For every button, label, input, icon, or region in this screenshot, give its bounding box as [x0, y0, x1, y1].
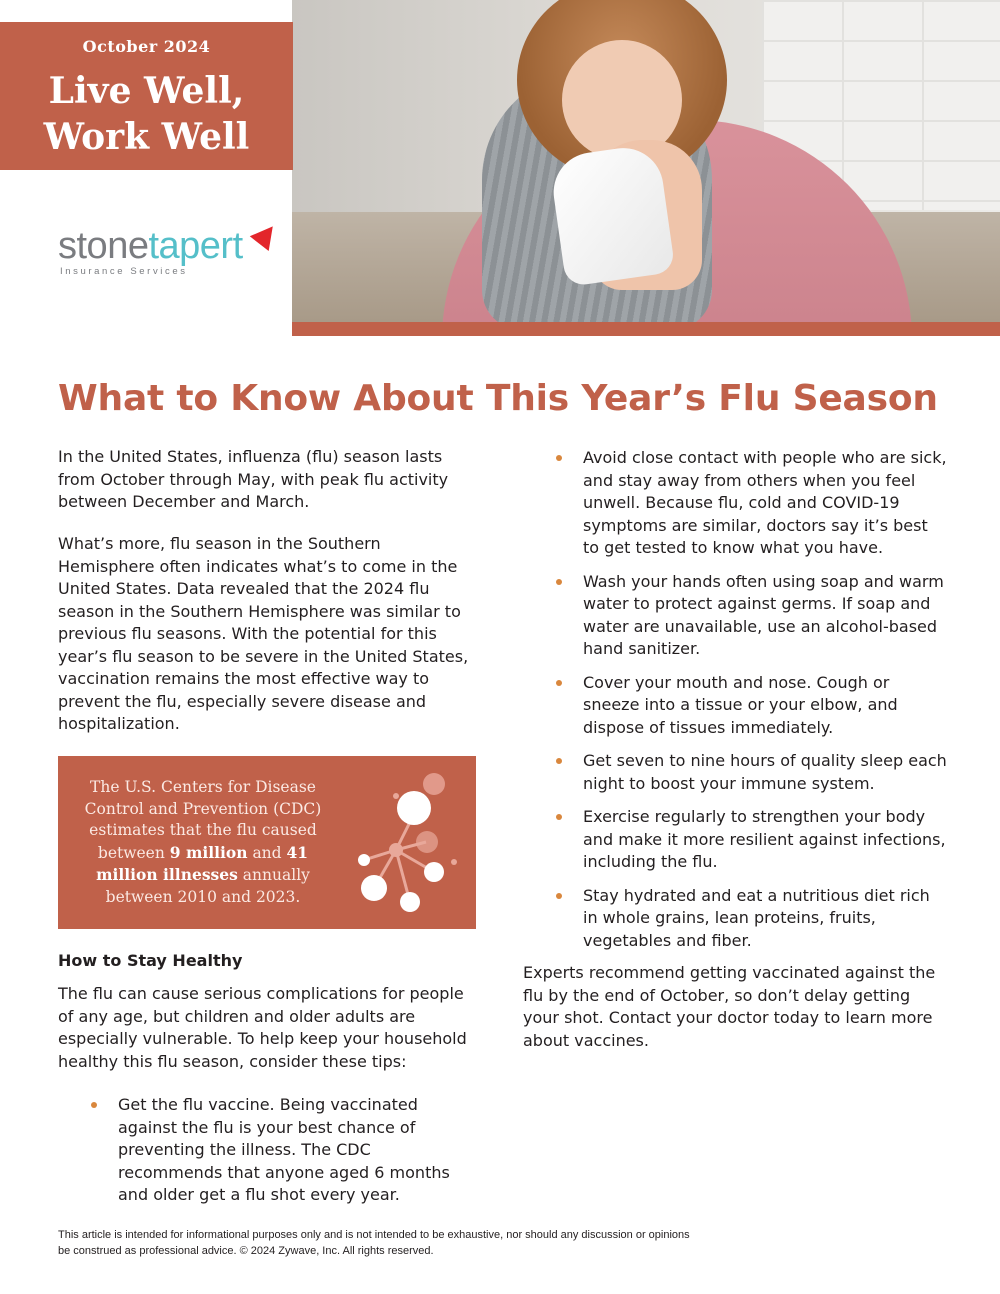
tips-intro-paragraph: The flu can cause serious complications for people of any age, but children and older adults are especially vulnerable. To help keep your household healthy this flu season, consider these tips:	[58, 984, 467, 1071]
callout-highlight-1: 9 million	[169, 842, 248, 862]
article-title: What to Know About This Year’s Flu Season	[58, 378, 938, 419]
newsletter-title	[0, 68, 293, 160]
newsletter-title-line1: Live Well,	[48, 70, 245, 112]
callout-text-after: annually between 2010 and 2023.	[105, 866, 310, 906]
tip-text: Exercise regularly to strengthen your body and make it more resilient against infections, including the flu.	[583, 807, 946, 871]
intro-paragraph-2: What’s more, flu season in the Southern Hemisphere often indicates what’s to come in the United States. Data revealed that the 2024 flu season in the Southern Hemisphere was similar to previous flu seasons. With the potential for this year’s flu season to be severe in the United States, vaccination remains the most effective way to prevent the flu, especially severe disease and hospitalization.	[58, 534, 469, 733]
tip-item	[583, 750, 948, 795]
tip-text: Avoid close contact with people who are sick, and stay away from others when you feel unwell. Because flu, cold and COVID-19 symptoms are similar, doctors say it’s best to get tested to know what you have.	[583, 448, 947, 557]
tips-list-right	[583, 447, 948, 963]
bullet-icon	[556, 455, 562, 461]
callout-text-middle: and	[247, 843, 287, 862]
tip-text: Stay hydrated and eat a nutritious diet rich in whole grains, lean proteins, fruits, vegetables and fiber.	[583, 885, 930, 950]
bullet-icon	[556, 579, 562, 585]
logo-subtitle: Insurance Services	[60, 266, 188, 277]
callout-highlight-2: 41 million illnesses	[96, 842, 309, 885]
tip-text: Get the flu vaccine. Being vaccinated against the flu is your best chance of preventing the illness. The CDC recommends that anyone aged 6 months and older get a flu shot every year.	[118, 1095, 450, 1204]
disclaimer-line-1: This article is intended for informational purposes only and is not intended to be exhaustive, nor should any discussion or opinions	[58, 1229, 690, 1241]
newsletter-title-block	[0, 22, 293, 170]
callout-text-before: The U.S. Centers for Disease Control and Prevention (CDC) estimates that the flu caused between	[84, 778, 322, 862]
how-to-stay-healthy-heading: How to Stay Healthy	[58, 951, 243, 970]
logo-stone: stone	[58, 225, 149, 267]
newsletter-title-line2: Work Well	[43, 116, 250, 158]
tip-text: Cover your mouth and nose. Cough or sneeze into a tissue or your elbow, and dispose of tissues immediately.	[583, 672, 898, 737]
bullet-icon	[556, 893, 562, 899]
issue-date: October 2024	[82, 37, 211, 56]
bullet-icon	[556, 758, 562, 764]
logo-tapert: tapert	[148, 225, 243, 267]
hero-photo	[292, 0, 1000, 322]
tip-item	[583, 571, 948, 661]
molecule-icon	[334, 762, 474, 922]
tip-item	[583, 885, 948, 953]
tip-item	[583, 672, 948, 740]
intro-paragraph-1: In the United States, influenza (flu) season lasts from October through May, with peak flu activity between December and March.	[58, 447, 449, 511]
stonetapert-logo	[58, 226, 288, 286]
tip-item	[583, 447, 948, 560]
disclaimer-line-2: be construed as professional advice. © 2024 Zywave, Inc. All rights reserved.	[58, 1244, 434, 1257]
callout-text	[72, 777, 334, 909]
closing-paragraph: Experts recommend getting vaccinated against the flu by the end of October, so don’t delay getting your shot. Contact your doctor today to learn more about vaccines.	[523, 963, 936, 1050]
tissue	[548, 143, 675, 287]
bullet-icon	[556, 814, 562, 820]
tips-list-left	[118, 1094, 458, 1218]
tip-text: Wash your hands often using soap and warm water to protect against germs. If soap and water are unavailable, use an alcohol-based hand sanitizer.	[583, 571, 944, 658]
bullet-icon	[91, 1102, 97, 1108]
tip-item	[583, 806, 948, 874]
bullet-icon	[556, 680, 562, 686]
hero-accent-band	[292, 322, 1000, 336]
tip-item	[118, 1094, 458, 1207]
cdc-callout-box	[58, 756, 476, 929]
tip-text: Get seven to nine hours of quality sleep each night to boost your immune system.	[583, 751, 947, 793]
disclaimer	[58, 1228, 778, 1259]
